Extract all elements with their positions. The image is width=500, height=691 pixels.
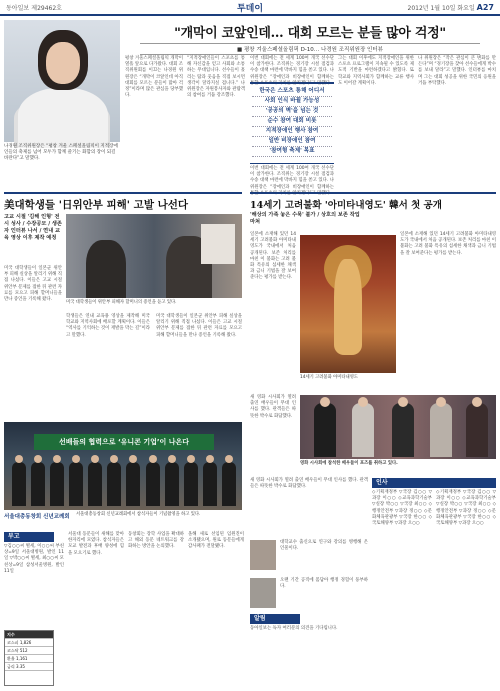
lead-headline: "개막이 코앞인데… 대회 모르는 분들 많아 걱정" <box>174 26 446 41</box>
question-item: 한국은 스포츠 통해 어디서 <box>252 87 332 97</box>
profile-text-1: 대학교수 출신으로 연구와 강의를 병행해 온 인물이다. <box>280 540 368 552</box>
lead-column-2: “지적장애인들이 스포츠를 통해 자신감을 얻고 사회와 소통하는 무대입니다. 선수들이 흘리는 땀과 웃음을 직접 보시면 생각이 달라지실 겁니다.” 나 위원장은 자원봉사자와 관람객의 참여를 거듭 강조했다. <box>187 56 245 99</box>
page-number: A27 <box>476 3 494 12</box>
lead-column-4: 그는 대회 이후에도 지적장애인을 위한 스포츠 프로그램이 지속될 수 있도록 제도적 기반을 마련하겠다고 밝혔다. 또 학교와 지역사회가 함께하는 교류 행사도 이어갈 계획이다. <box>338 56 414 86</box>
article3-body-2: 일본에 소재해 있던 14세기 고려불화 아미타내영도가 국내에서 처음 공개된다. 보존 처리를 마친 이 불화는 고려 불화 특유의 섬세한 채색과 금니 기법을 잘 보여준다는 평가를 받는다. <box>400 232 496 256</box>
stock-table <box>4 630 54 686</box>
ceremony-caption: 서울대총동창회 신년교례회에서 참석자들이 기념촬영을 하고 있다. <box>76 512 201 517</box>
article3-deck: '해상의 가족 놓은 수묵' 불가 / 상호의 보존 작업 마쳐 <box>250 212 360 225</box>
paper-name: 동아일보 제29462호 <box>6 5 62 12</box>
question-item: 사회 인식 바뀔 가능성 <box>252 97 332 107</box>
question-item: '참여형 축제' 목표 <box>252 147 332 157</box>
question-box <box>250 82 334 164</box>
section-title: 투데이 <box>236 4 264 14</box>
article2-caption: 미국 대학생들이 위안부 피해자 할머니의 증언을 듣고 있다. <box>66 300 177 305</box>
article2-deck: 고교 시절 '김해 인형' 전시 성사 / 수장공모 / 생존자 인터뷰 나서 / 연내 교육 영상 이후 제작 예정 <box>4 214 62 241</box>
question-item: 일반 비장애인 참여 <box>252 137 332 147</box>
article3-body-1: 일본에 소재해 있던 14세기 고려불화 아미타내영도가 국내에서 처음 공개된다. 보존 처리를 마친 이 불화는 고려 불화 특유의 섬세한 채색과 금니 기법을 잘 보여준다는 평가를 받는다. <box>250 232 296 281</box>
obit-list: ▽김○○씨 별세, 이○○씨 부친상=9일 서울대병원, 발인 11일 ▽박○○씨 별세, 최○○씨 모친상=9일 삼성서울병원, 발인 11일 <box>4 544 64 574</box>
article3-headline: 14세기 고려불화 '아미타내영도' 韓서 첫 공개 <box>250 192 496 211</box>
lead-column-3: 이번 대회에는 전 세계 100여 개국 선수단이 참가한다. 조직위는 경기장 시설 점검과 수송 대책 마련에 막바지 힘을 쏟고 있다. 나 위원장은 “장애인과 비장애인이 함께하는 통합 스포츠의 가치를 알리겠다”고 말했다. <box>250 56 334 86</box>
premiere-caption: 영화 시사회에 참석한 배우들이 포즈를 취하고 있다. <box>300 461 398 466</box>
ceremony-banner: 선배들의 협력으로 ‘유니콘 기업’이 나온다 <box>34 434 214 450</box>
portrait-photo <box>4 20 120 142</box>
people-list-2: ◇기획재정부 ▽국장 김○○ ▽과장 이○○ ◇교육과학기술부 ▽실장 박○○ ▽국장 최○○ ◇행정안전부 ▽과장 정○○ ◇문화체육관광부 ▽국장 한○○ ◇국토해양부 ▽과장 오○○ <box>436 490 496 527</box>
stock-row: 지수 <box>5 631 53 639</box>
bottom-column-3: 올해 새로 선임된 임원진이 소개됐으며, 원로 동문들에게 감사패가 전달됐다. <box>188 532 244 550</box>
profile-text-2: 오랜 기간 공직에 몸담아 행정 경험이 풍부하다. <box>280 578 368 590</box>
people-list-1: ◇기획재정부 ▽국장 김○○ ▽과장 이○○ ◇교육과학기술부 ▽실장 박○○ ▽국장 최○○ ◇행정안전부 ▽과장 정○○ ◇문화체육관광부 ▽국장 한○○ ◇국토해양부 ▽과장 오○○ <box>372 490 432 527</box>
bottom-column-2: 동창회는 장학 사업을 확대하고 해외 동문 네트워크를 강화하는 방안을 논의했다. <box>128 532 184 550</box>
article2-body-2: 학생들은 연내 교육용 영상을 제작해 미국 학교와 지역사회에 배포할 계획이다. 이들은 “역사를 기억하는 것이 재발을 막는 길”이라고 말했다. <box>66 314 150 338</box>
stock-row: 환율 1,161 <box>5 655 53 663</box>
premiere-body: 새 영화 시사회가 열려 출연 배우들이 무대 인사를 했다. 관객들은 따뜻한 박수로 화답했다. <box>250 395 296 419</box>
lead-column-5: 나 위원장은 “작은 관심이 큰 변화를 만든다”며 “경기장을 찾아 선수들에게 박수를 보내 달라”고 말했다. 인터뷰를 마치며 그는 대회 성공을 위한 국민의 응원을 거듭 부탁했다. <box>418 56 496 86</box>
notice-text: 동아일보는 독자 여러분의 의견을 기다립니다. <box>250 626 338 631</box>
article3-caption: 14세기 고려불화 아미타내영도 <box>300 375 359 380</box>
obit-section-bar: 부고 <box>4 532 54 542</box>
issue-number: 제29462호 <box>31 5 62 12</box>
premiere-photo <box>300 395 496 459</box>
notice-section-bar: 알림 <box>250 614 300 624</box>
stock-row: 코스닥 512 <box>5 647 53 655</box>
middle-column: 새 영화 시사회가 열려 출연 배우들이 무대 인사를 했다. 관객들은 따뜻한 박수로 화답했다. <box>250 478 368 490</box>
masthead <box>0 0 500 16</box>
article2-body-3: 미국 대학생들이 일본군 위안부 피해 실상을 알리기 위해 직접 나섰다. 이들은 고교 시절 위안부 문제를 접한 뒤 관련 자료를 모으고 피해 할머니들을 만나 증언을 기록해 왔다. <box>156 314 242 338</box>
profile-photo-2 <box>250 578 276 608</box>
portrait-caption: 나경원 조직위원장은 “평창 겨울 스페셜올림픽이 지적장애인들의 축제를 넘어 모두가 함께 즐기는 화합의 장이 되길 바란다”고 말했다. <box>4 144 118 161</box>
article2-headline: 美대학생들 '日위안부 피해' 고발 나선다 <box>4 192 242 212</box>
stock-row: 금리 3.35 <box>5 663 53 671</box>
stock-row: 코스피 1,826 <box>5 639 53 647</box>
bottom-column-1: 서울대 동문들이 새해를 맞아 한자리에 모였다. 참석자들은 모교 발전과 후배 양성에 힘을 모으기로 했다. <box>68 532 124 556</box>
article2-body-1: 미국 대학생들이 일본군 위안부 피해 실상을 알리기 위해 직접 나섰다. 이들은 고교 시절 위안부 문제를 접한 뒤 관련 자료를 모으고 피해 할머니들을 만나 증언을 기록해 왔다. <box>4 266 62 303</box>
lead-subhead: ■ 평창 겨울스페셜올림픽 D-10… 나경원 조직위원장 인터뷰 <box>140 43 480 55</box>
ceremony-title: 서울대총동창회 신년교례회 <box>4 514 70 520</box>
ceremony-photo <box>4 422 242 510</box>
profile-photo-1 <box>250 540 276 570</box>
buddha-painting-photo <box>300 235 396 373</box>
article2-photo <box>66 214 242 298</box>
question-item: '공공의 벽'을 넘는 것 <box>252 107 332 117</box>
question-item: 지적장애인 행사 참여 <box>252 127 332 137</box>
lead-column-1: 평창 겨울스페셜올림픽 개막이 열흘 앞으로 다가왔다. 대회 조직위원회를 이끄는 나경원 위원장은 “개막이 코앞인데 아직 대회를 모르는 분들이 많아 걱정”이라며 많은 관심을 당부했다. <box>125 56 183 99</box>
question-item: 순수 참여 대회 비롯 <box>252 117 332 127</box>
date-line: 2012년 1월 10일 화요일 A27 <box>407 3 494 12</box>
lead-column-3b: 이번 대회에는 전 세계 100여 개국 선수단이 참가한다. 조직위는 경기장 시설 점검과 수송 대책 마련에 막바지 힘을 쏟고 있다. 나 위원장은 “장애인과 비장애인이 함께하는 통합 스포츠의 가치를 알리겠다”고 말했다. <box>250 166 334 196</box>
people-section-bar: 인사 <box>372 478 496 488</box>
